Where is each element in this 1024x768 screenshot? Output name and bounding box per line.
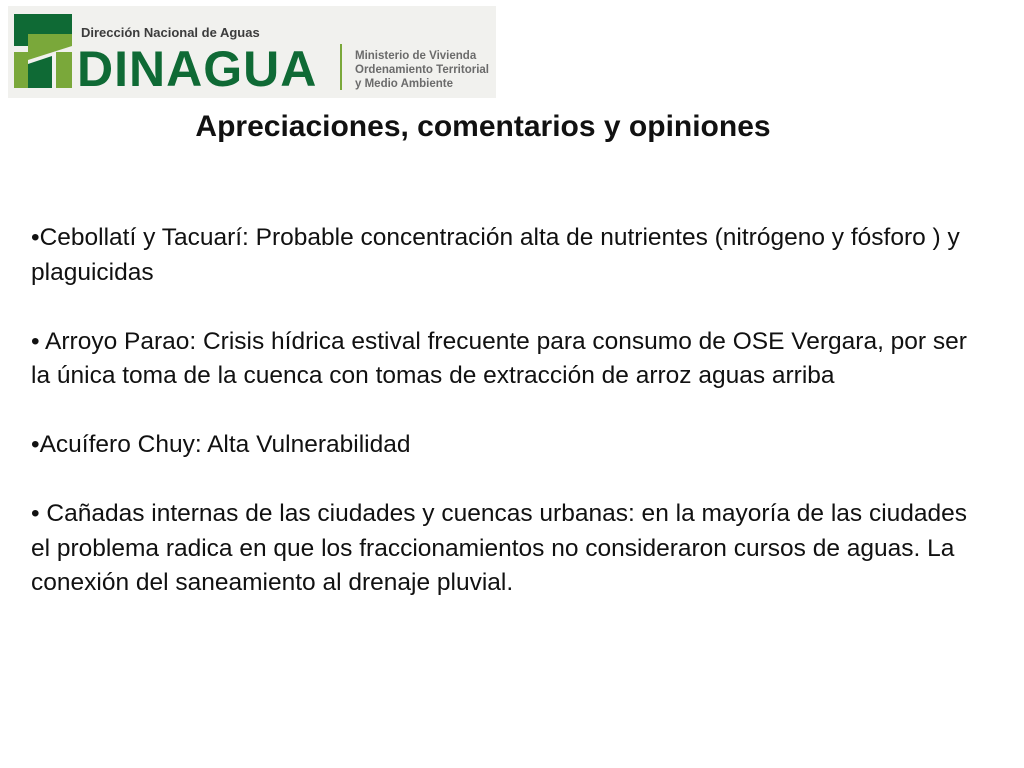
logo-divider: [340, 44, 342, 90]
bullet-item: • Arroyo Parao: Crisis hídrica estival frecuente para consumo de OSE Vergara, por ser la única toma de la cuenca con tomas de extracción de arroz aguas arriba: [31, 327, 967, 389]
ministry-line: y Medio Ambiente: [355, 78, 453, 90]
ministry-line: Ministerio de Vivienda: [355, 50, 477, 62]
dinagua-logo-icon: [14, 14, 74, 90]
bullet-item: •Acuífero Chuy: Alta Vulnerabilidad: [31, 431, 411, 458]
logo-subtitle: Dirección Nacional de Aguas: [81, 25, 260, 40]
bullet-item: • Cañadas internas de las ciudades y cuencas urbanas: en la mayoría de las ciudades el problema radica en que los fraccionamientos no consideraron cursos de aguas. La conexión del saneamiento al drenaje pluvial.: [31, 500, 968, 596]
dinagua-logo: [8, 6, 496, 98]
ministry-line: Ordenamiento Territorial: [355, 64, 489, 76]
slide-content: [31, 221, 991, 635]
logo-name: DINAGUA: [77, 41, 318, 97]
slide-title: Apreciaciones, comentarios y opiniones: [195, 110, 771, 143]
ministry-label: [355, 49, 489, 91]
bullet-item: •Cebollatí y Tacuarí: Probable concentración alta de nutrientes (nitrógeno y fósforo ) y plaguicidas: [31, 224, 960, 286]
